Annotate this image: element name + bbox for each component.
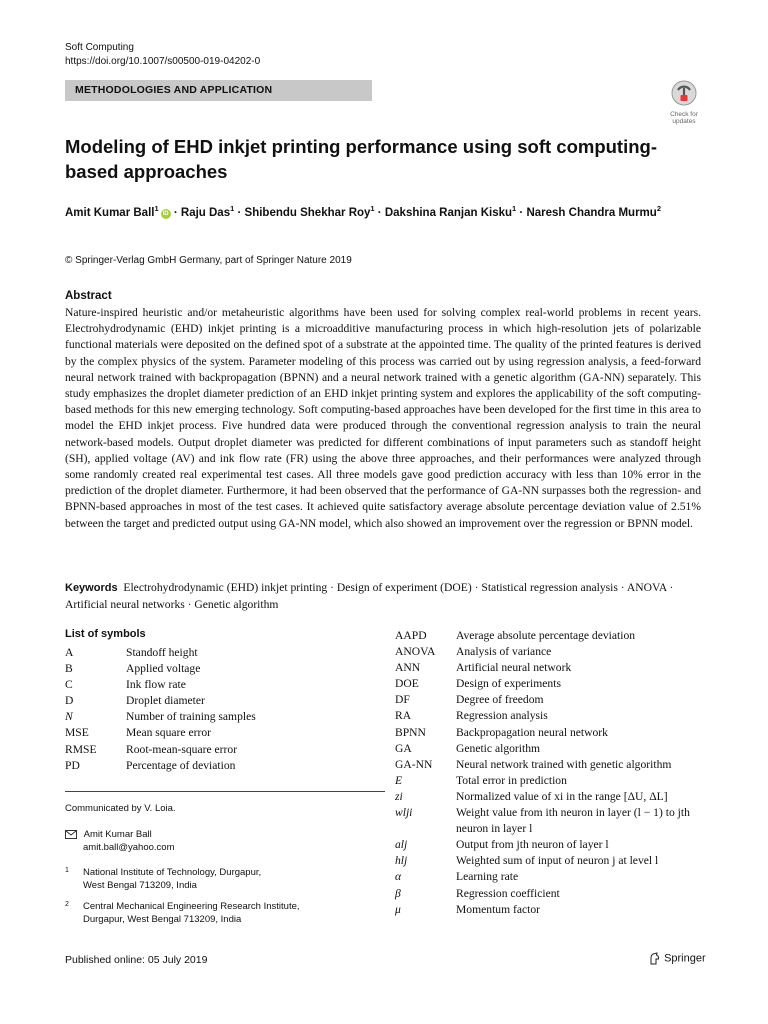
check-updates-line2: updates (672, 118, 696, 125)
symbols-left-column (65, 645, 385, 774)
communicated-by: Communicated by V. Loia. (65, 803, 176, 814)
symbol-row: B Applied voltage (65, 662, 201, 676)
author-separator: · (237, 206, 242, 219)
journal-header (65, 41, 260, 69)
symbol-row: α Learning rate (395, 870, 519, 884)
symbol-row: PD Percentage of deviation (65, 758, 236, 772)
symbol-row: GA-NN Neural network trained with genetic algorithm (395, 757, 672, 771)
check-updates-line1: Check for (670, 111, 698, 118)
symbol-row: GA Genetic algorithm (395, 741, 541, 755)
author-separator: · (173, 206, 178, 219)
symbol-row: A Standoff height (65, 646, 198, 659)
symbol-row: RMSE Root-mean-square error (65, 742, 238, 756)
symbol-row: BPNN Backpropagation neural network (395, 725, 608, 739)
symbol-row: μ Momentum factor (395, 902, 541, 916)
author-separator: · (519, 206, 524, 219)
symbol-row: zi Normalized value of xi in the range [ΔU, ΔL] (395, 789, 668, 803)
symbol-row: alj Output from jth neuron of layer l (395, 838, 609, 852)
symbols-right-column (395, 628, 715, 918)
symbol-row: RA Regression analysis (395, 709, 548, 723)
publisher-name: Springer (664, 952, 706, 965)
author-5[interactable]: Naresh Chandra Murmu$^2$ (526, 204, 661, 219)
symbol-row: C Ink flow rate (65, 678, 186, 692)
affiliation-1: 1 National Institute of Technology, Durgapur, West Bengal 713209, India (65, 867, 262, 891)
corresponding-author (65, 829, 175, 854)
copyright-notice: © Springer-Verlag GmbH Germany, part of Springer Nature 2019 (65, 255, 352, 266)
author-separator: · (377, 206, 382, 219)
symbol-row: DF Degree of freedom (395, 693, 544, 707)
author-3[interactable]: Shibendu Shekhar Roy$^1$ (244, 204, 375, 219)
author-1[interactable]: Amit Kumar Ball$^1$ (65, 204, 159, 219)
check-for-updates-badge[interactable] (664, 80, 704, 125)
abstract-heading: Abstract (65, 290, 112, 302)
symbols-title: List of symbols (65, 628, 146, 640)
symbol-row: hlj Weighted sum of input of neuron j at level l (395, 854, 659, 868)
author-2[interactable]: Raju Das$^1$ (180, 204, 235, 219)
symbol-row: D Droplet diameter (65, 694, 205, 708)
corresponding-author-name: Amit Kumar Ball (83, 829, 152, 840)
author-list (65, 204, 715, 219)
doi-link[interactable]: https://doi.org/10.1007/s00500-019-04202-0 (65, 56, 261, 67)
envelope-icon (65, 830, 77, 839)
check-updates-icon (671, 80, 697, 106)
orcid-icon[interactable]: iD (162, 210, 169, 217)
symbol-row: MSE Mean square error (65, 726, 211, 740)
paper-title: Modeling of EHD inkjet printing performance using soft computing-based approaches (65, 136, 657, 182)
springer-horse-icon (648, 952, 661, 965)
symbol-row: DOE Design of experiments (395, 677, 561, 691)
journal-name: Soft Computing (65, 42, 134, 53)
symbol-row: E Total error in prediction (395, 773, 567, 787)
published-date: Published online: 05 July 2019 (65, 954, 208, 966)
affiliation-2: 2 Central Mechanical Engineering Research Institute, Durgapur, West Bengal 713209, India (65, 901, 300, 925)
symbol-row: ANOVA Analysis of variance (395, 645, 552, 659)
author-4[interactable]: Dakshina Ranjan Kisku$^1$ (384, 204, 517, 219)
symbol-row: wlji Weight value from ith neuron in layer (l − 1) to jth neuron in layer l (395, 806, 690, 836)
corresponding-author-email[interactable]: amit.ball@yahoo.com (83, 841, 175, 853)
abstract-text: Nature-inspired heuristic and/or metaheuristic algorithms have been used for solving complex real-world problems in recent years. Electrohydrodynamic (EHD) inkjet printing is a microadditive manufacturing process in which high-resolution jets of polarizable functional materials were deposited on the defined spot of a substrate at the appointed time. The quality of the printed features is derived by the complex physics of the system. Parameter modeling of this process was carried out by using regression analysis, a feed-forward neural network trained with backpropagation (BPNN) and a neural network trained with a genetic algorithm (GA-NN) separately. This study emphasizes the droplet diameter prediction of an EHD inkjet printing system and explores the applicability of the soft computing-based methods for this new emerging technology. Soft computing-based approaches have been developed for the first time in this area to model the EHD inkjet process. Five hundred data were produced through the conventional regression analysis to train the neural network-based models. Output droplet diameter was predicted for different combinations of input parameters such as standoff height (SH), applied voltage (AV) and ink flow rate (FR) using the above three approaches, and their performances were analyzed through some randomly created real experimental test cases. All three models gave good prediction accuracy with less than 10% error in the prediction of the droplet diameter. Furthermore, it had been observed that the performance of GA-NN surpasses both the regression- and BPNN-based approaches in most of the test cases. It achieved quite satisfactory average absolute percentage deviation value of 2.51% between the target and predicted output using GA-NN model, which also showed an improvement over the regression or BPNN model. (65, 306, 701, 530)
symbol-row: AAPD Average absolute percentage deviation (395, 629, 636, 642)
publisher-logo[interactable] (648, 952, 706, 965)
keywords-list: Electrohydrodynamic (EHD) inkjet printing · Design of experiment (DOE) · Statistical regression analysis · ANOVA · Artificial neural networks · Genetic algorithm (65, 581, 674, 611)
section-label: METHODOLOGIES AND APPLICATION (65, 80, 372, 101)
keywords (65, 580, 705, 613)
symbol-row: β Regression coefficient (395, 886, 560, 900)
footnote-divider (65, 791, 385, 792)
keywords-label: Keywords (65, 582, 118, 594)
symbol-row: N Number of training samples (65, 710, 256, 724)
symbol-row: ANN Artificial neural network (395, 661, 572, 675)
